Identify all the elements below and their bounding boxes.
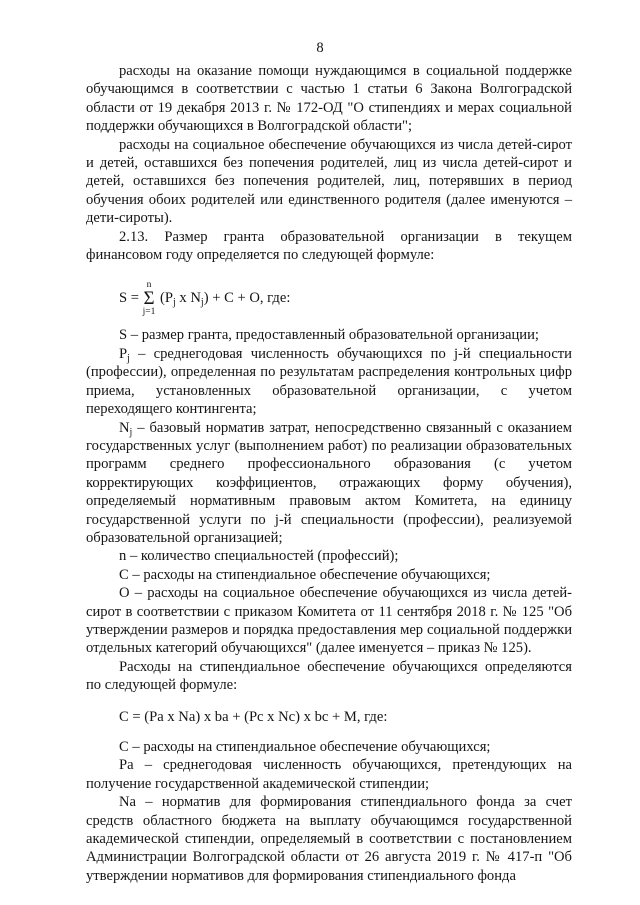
formula-lhs: S = [119, 290, 139, 307]
stipend-formula: C = (Pa x Na) x ba + (Pc x Nc) x bc + M, где: [119, 708, 388, 725]
sigma-symbol: Σ [143, 288, 155, 310]
paragraph-orphans: расходы на социальное обеспечение обучающихся из числа детей-сирот и детей, оставшихся без попечения родителей, лиц из числа детей-сирот и детей, оставшихся без попечения родителей, лиц, потерявших в период обучения обоих родителей или единственного родителя (далее именуются – дети-сироты). [86, 136, 572, 227]
paragraph-assistance: расходы на оказание помощи нуждающимся в социальной поддержке обучающимся в соответствии с частью 1 статьи 6 Закона Волгоградской области от 19 декабря 2013 г. № 172-ОД "О стипендиях и мерах социальной поддержки обучающихся в Волгоградской области"; [86, 63, 572, 135]
symbol-subscript: j [127, 352, 130, 364]
paragraph-stipend: Расходы на стипендиальное обеспечение обучающихся определяются по следующей формуле: [86, 658, 572, 694]
def-c: C – расходы на стипендиальное обеспечение обучающихся; [119, 566, 491, 583]
def-o: O – расходы на социальное обеспечение обучающихся из числа детей-сирот в соответствии с приказом Комитета от 11 сентября 2018 г. № 125 "Об утверждении размеров и порядка предоставления мер социальной поддержки отдельных категорий обучающихся" (далее именуется – приказ № 125). [86, 585, 572, 657]
grant-formula [86, 274, 572, 320]
sum-lower-limit: j=1 [142, 307, 156, 318]
def-nj [86, 419, 572, 548]
page-content [86, 62, 572, 885]
formula-part: (P [160, 290, 173, 307]
symbol: P [119, 345, 128, 362]
paragraph-2-13: 2.13. Размер гранта образовательной организации в текущем финансовом году определяется по следующей формуле: [86, 228, 572, 264]
def-n: n – количество специальностей (профессий); [119, 548, 399, 565]
page-number: 8 [316, 40, 324, 56]
symbol-subscript: j [129, 426, 133, 438]
formula-part: ) + C + O, где: [203, 290, 291, 307]
def-pj [86, 345, 572, 419]
sum-upper-limit: n [146, 280, 152, 291]
definition-text: – среднегодовая численность обучающихся по j-й специальности (профессии), определенная по результатам распределения контрольных цифр приема, установленных образовательной организации, с учетом переходящего контингента; [86, 345, 572, 418]
sum-sign [141, 281, 157, 317]
formula-subscript: j [172, 297, 176, 309]
def-s: S – размер гранта, предоставленный образовательной организации; [119, 327, 539, 344]
def-c-stipend: C – расходы на стипендиальное обеспечение обучающихся; [119, 739, 491, 755]
formula-body [160, 290, 290, 307]
formula-subscript: j [200, 297, 204, 309]
formula-part: x N [175, 290, 201, 307]
def-na: Na – норматив для формирования стипендиального фонда за счет средств областного бюджета на выплату обучающимся государственной академической стипендии, определяемый в соответствии с постановлением Администрации Волгоградской области от 26 августа 2019 г. № 417-п "Об утверждении нормативов для формирования стипендиального фонда [86, 794, 572, 884]
symbol: N [119, 419, 130, 436]
def-pa: Pa – среднегодовая численность обучающихся, претендующих на получение государственной академической стипендии; [86, 757, 572, 792]
definition-text: – базовый норматив затрат, непосредственно связанный с оказанием государственных услуг (выполнением работ) по реализации образовательных программ среднего профессионального образования (с учетом корректирующих коэффициентов, отражающих форму обучения), определяемый нормативным правовым актом Комитета, на единицу государственной услуги по j-й специальности (профессии), реализуемой образовательной организацией; [86, 419, 572, 546]
